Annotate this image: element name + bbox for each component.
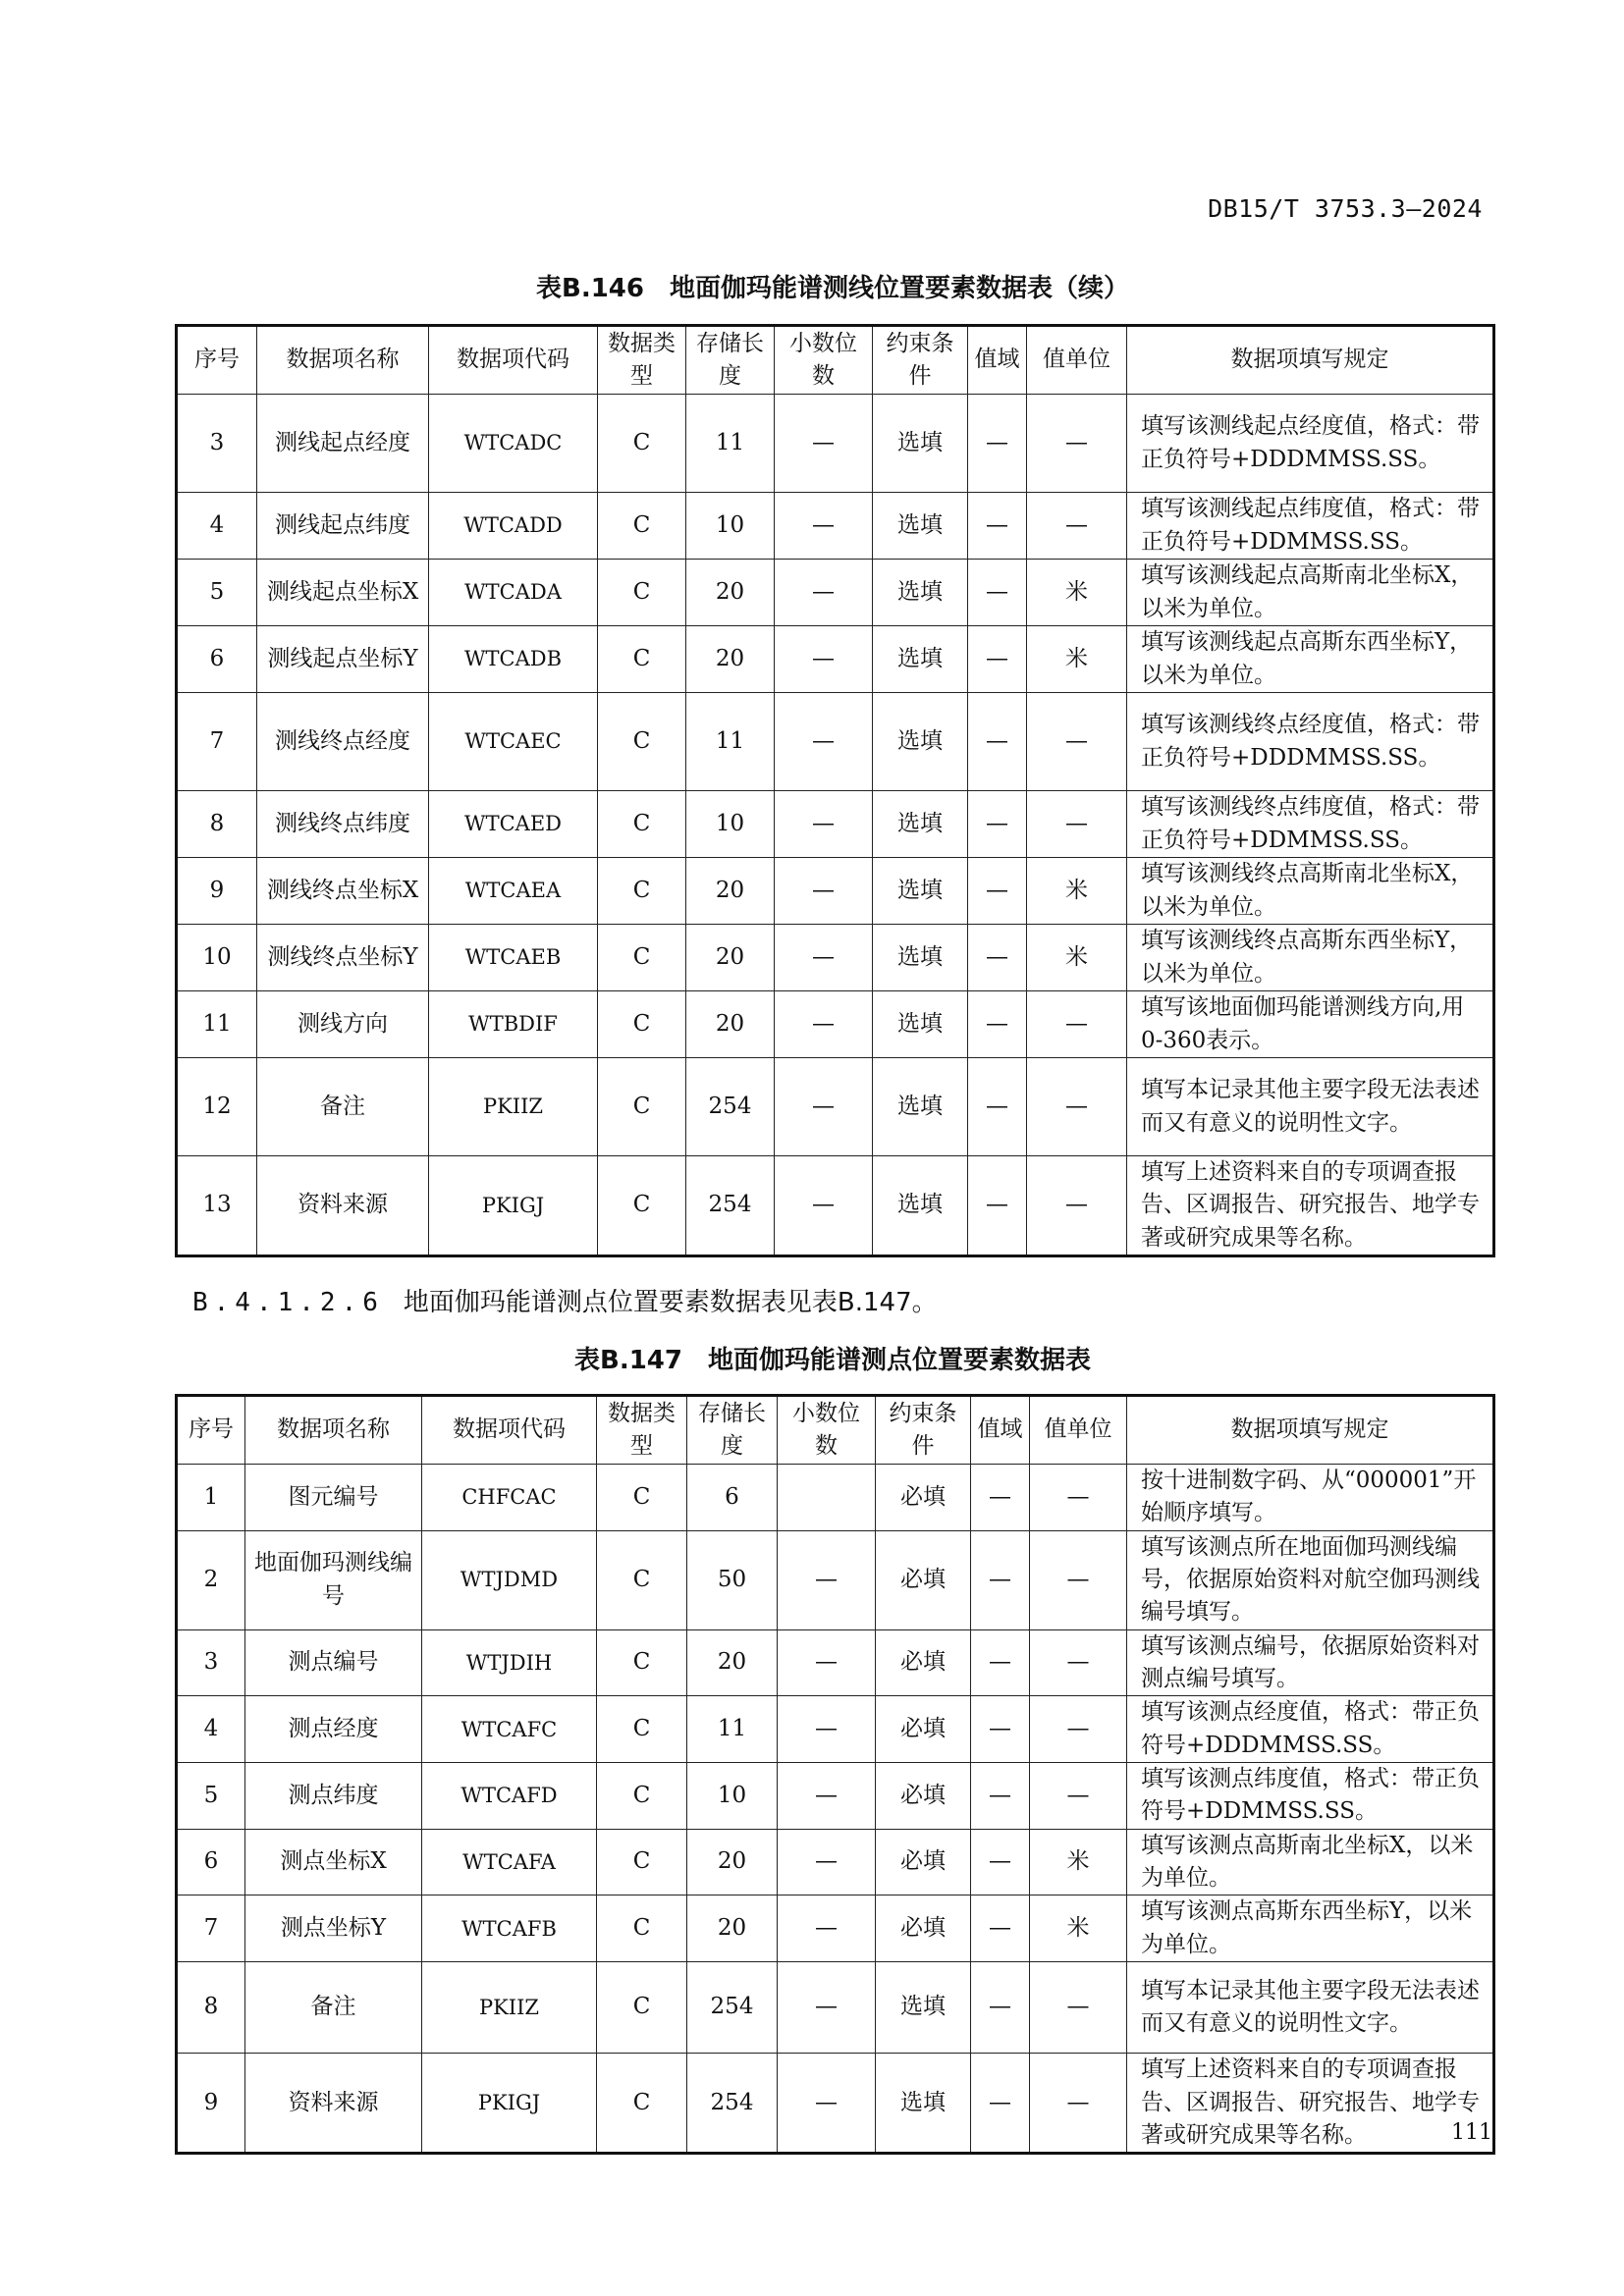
col-header: 数据项填写规定 <box>1127 326 1494 395</box>
cell-constraint: 必填 <box>876 1530 971 1629</box>
table-row <box>177 1156 1494 1256</box>
cell-item-code: WTCAFB <box>422 1896 597 1962</box>
cell-rule: 填写该测线起点高斯南北坐标X，以米为单位。 <box>1127 560 1494 626</box>
cell-decimals: — <box>775 493 873 560</box>
col-header: 数据项代码 <box>429 326 598 395</box>
cell-data-type: C <box>598 560 686 626</box>
cell-domain: — <box>968 791 1027 858</box>
cell-decimals: — <box>778 1763 876 1830</box>
cell-rule: 填写上述资料来自的专项调查报告、区调报告、研究报告、地学专著或研究成果等名称。 <box>1127 1156 1494 1256</box>
cell-domain: — <box>968 560 1027 626</box>
col-header: 值域 <box>968 326 1027 395</box>
col-header: 值单位 <box>1027 326 1127 395</box>
cell-length: 254 <box>686 1156 775 1256</box>
cell-length: 20 <box>687 1896 778 1962</box>
cell-item-name: 测线起点纬度 <box>257 493 429 560</box>
table-row <box>177 493 1494 560</box>
cell-rule: 填写该测点编号，依据原始资料对测点编号填写。 <box>1127 1629 1494 1696</box>
table-row <box>177 925 1494 991</box>
cell-seq: 4 <box>177 1696 245 1763</box>
cell-domain: — <box>971 2054 1030 2154</box>
table-146 <box>175 324 1495 1257</box>
cell-rule: 填写该测线起点高斯东西坐标Y，以米为单位。 <box>1127 626 1494 693</box>
cell-item-code: WTCAED <box>429 791 598 858</box>
cell-decimals <box>778 1465 876 1531</box>
cell-decimals: — <box>778 1530 876 1629</box>
cell-domain: — <box>968 693 1027 791</box>
cell-item-code: WTCAEB <box>429 925 598 991</box>
cell-decimals: — <box>775 991 873 1058</box>
cell-constraint: 必填 <box>876 1829 971 1896</box>
col-header: 值域 <box>971 1396 1030 1465</box>
col-header: 约束条件 <box>876 1396 971 1465</box>
cell-decimals: — <box>775 1058 873 1156</box>
col-header: 数据项名称 <box>257 326 429 395</box>
cell-item-code: WTJDMD <box>422 1530 597 1629</box>
cell-rule: 填写本记录其他主要字段无法表述而又有意义的说明性文字。 <box>1127 1058 1494 1156</box>
cell-decimals: — <box>775 925 873 991</box>
cell-item-name: 测线终点经度 <box>257 693 429 791</box>
cell-constraint: 选填 <box>873 1156 968 1256</box>
cell-data-type: C <box>598 693 686 791</box>
cell-seq: 5 <box>177 560 257 626</box>
col-header: 数据类型 <box>597 1396 687 1465</box>
cell-domain: — <box>968 858 1027 925</box>
cell-data-type: C <box>598 1156 686 1256</box>
cell-rule: 填写该测线终点高斯南北坐标X，以米为单位。 <box>1127 858 1494 925</box>
cell-data-type: C <box>598 493 686 560</box>
cell-rule: 填写该测线终点经度值，格式：带正负符号+DDDMMSS.SS。 <box>1127 693 1494 791</box>
cell-length: 254 <box>687 1962 778 2054</box>
cell-length: 6 <box>687 1465 778 1531</box>
cell-seq: 12 <box>177 1058 257 1156</box>
cell-unit: — <box>1030 1530 1127 1629</box>
cell-data-type: C <box>597 1465 687 1531</box>
cell-data-type: C <box>598 791 686 858</box>
cell-constraint: 必填 <box>876 1465 971 1531</box>
cell-domain: — <box>971 1465 1030 1531</box>
cell-item-name: 备注 <box>245 1962 422 2054</box>
cell-unit: — <box>1030 1962 1127 2054</box>
table-row <box>177 1058 1494 1156</box>
cell-decimals: — <box>778 1829 876 1896</box>
table-row <box>177 560 1494 626</box>
cell-rule: 填写该测线终点纬度值，格式：带正负符号+DDMMSS.SS。 <box>1127 791 1494 858</box>
cell-item-name: 测线终点纬度 <box>257 791 429 858</box>
cell-domain: — <box>968 991 1027 1058</box>
col-header: 存储长度 <box>686 326 775 395</box>
col-header: 数据项填写规定 <box>1127 1396 1494 1465</box>
col-header: 数据项名称 <box>245 1396 422 1465</box>
cell-item-name: 测点编号 <box>245 1629 422 1696</box>
cell-seq: 6 <box>177 626 257 693</box>
cell-item-code: WTCAFA <box>422 1829 597 1896</box>
cell-data-type: C <box>597 1629 687 1696</box>
table-147 <box>175 1394 1495 2155</box>
cell-seq: 7 <box>177 693 257 791</box>
col-header: 小数位数 <box>778 1396 876 1465</box>
cell-seq: 3 <box>177 1629 245 1696</box>
cell-unit: 米 <box>1027 858 1127 925</box>
cell-length: 10 <box>687 1763 778 1830</box>
cell-rule: 填写本记录其他主要字段无法表述而又有意义的说明性文字。 <box>1127 1962 1494 2054</box>
clause-number: B.4.1.2.6 <box>192 1288 384 1317</box>
cell-constraint: 选填 <box>873 925 968 991</box>
cell-data-type: C <box>597 1896 687 1962</box>
col-header: 序号 <box>177 1396 245 1465</box>
cell-length: 20 <box>686 858 775 925</box>
cell-length: 20 <box>686 991 775 1058</box>
cell-item-code: WTBDIF <box>429 991 598 1058</box>
cell-constraint: 选填 <box>873 991 968 1058</box>
col-header: 小数位数 <box>775 326 873 395</box>
cell-constraint: 选填 <box>873 791 968 858</box>
cell-domain: — <box>971 1962 1030 2054</box>
cell-unit: — <box>1030 1696 1127 1763</box>
table-row <box>177 1530 1494 1629</box>
table-row <box>177 693 1494 791</box>
col-header: 序号 <box>177 326 257 395</box>
table-row <box>177 1962 1494 2054</box>
cell-seq: 7 <box>177 1896 245 1962</box>
cell-item-code: PKIIZ <box>429 1058 598 1156</box>
cell-unit: — <box>1027 791 1127 858</box>
cell-item-code: PKIGJ <box>429 1156 598 1256</box>
cell-decimals: — <box>775 560 873 626</box>
table-147-header-row <box>177 1396 1494 1465</box>
cell-item-name: 测线终点坐标X <box>257 858 429 925</box>
cell-decimals: — <box>775 626 873 693</box>
cell-length: 50 <box>687 1530 778 1629</box>
cell-domain: — <box>971 1530 1030 1629</box>
cell-seq: 2 <box>177 1530 245 1629</box>
cell-constraint: 选填 <box>873 858 968 925</box>
table-row <box>177 2054 1494 2154</box>
cell-data-type: C <box>598 991 686 1058</box>
cell-rule: 填写该测点纬度值，格式：带正负符号+DDMMSS.SS。 <box>1127 1763 1494 1830</box>
cell-rule: 填写该测线起点经度值，格式：带正负符号+DDDMMSS.SS。 <box>1127 395 1494 493</box>
cell-seq: 5 <box>177 1763 245 1830</box>
cell-item-code: PKIGJ <box>422 2054 597 2154</box>
cell-constraint: 选填 <box>873 560 968 626</box>
cell-item-code: WTCADB <box>429 626 598 693</box>
cell-rule: 填写该测点高斯东西坐标Y，以米为单位。 <box>1127 1896 1494 1962</box>
cell-seq: 3 <box>177 395 257 493</box>
cell-seq: 6 <box>177 1829 245 1896</box>
cell-length: 10 <box>686 791 775 858</box>
cell-item-code: WTCAEC <box>429 693 598 791</box>
cell-unit: — <box>1027 493 1127 560</box>
col-header: 数据项代码 <box>422 1396 597 1465</box>
cell-domain: — <box>968 395 1027 493</box>
cell-length: 20 <box>686 925 775 991</box>
cell-data-type: C <box>597 1530 687 1629</box>
cell-length: 254 <box>687 2054 778 2154</box>
cell-data-type: C <box>598 1058 686 1156</box>
cell-length: 20 <box>686 626 775 693</box>
col-header: 约束条件 <box>873 326 968 395</box>
cell-constraint: 必填 <box>876 1629 971 1696</box>
cell-decimals: — <box>778 1696 876 1763</box>
cell-domain: — <box>968 493 1027 560</box>
cell-length: 20 <box>687 1829 778 1896</box>
cell-unit: 米 <box>1030 1829 1127 1896</box>
clause-text: 地面伽玛能谱测点位置要素数据表见表B.147。 <box>403 1288 938 1317</box>
cell-decimals: — <box>775 791 873 858</box>
cell-item-name: 测线方向 <box>257 991 429 1058</box>
cell-rule: 填写该测线终点高斯东西坐标Y，以米为单位。 <box>1127 925 1494 991</box>
cell-item-code: WTCADA <box>429 560 598 626</box>
cell-unit: 米 <box>1027 560 1127 626</box>
cell-unit: — <box>1030 1763 1127 1830</box>
cell-unit: — <box>1027 395 1127 493</box>
cell-seq: 1 <box>177 1465 245 1531</box>
cell-domain: — <box>971 1896 1030 1962</box>
cell-unit: 米 <box>1027 626 1127 693</box>
cell-data-type: C <box>597 1763 687 1830</box>
cell-domain: — <box>971 1629 1030 1696</box>
cell-seq: 8 <box>177 1962 245 2054</box>
cell-constraint: 选填 <box>876 1962 971 2054</box>
cell-seq: 4 <box>177 493 257 560</box>
cell-constraint: 选填 <box>873 626 968 693</box>
cell-decimals: — <box>775 693 873 791</box>
cell-data-type: C <box>598 395 686 493</box>
cell-item-name: 备注 <box>257 1058 429 1156</box>
cell-item-name: 资料来源 <box>245 2054 422 2154</box>
cell-decimals: — <box>778 2054 876 2154</box>
cell-unit: 米 <box>1027 925 1127 991</box>
table-row <box>177 1629 1494 1696</box>
cell-rule: 填写该测线起点纬度值，格式：带正负符号+DDMMSS.SS。 <box>1127 493 1494 560</box>
cell-constraint: 必填 <box>876 1896 971 1962</box>
cell-domain: — <box>971 1696 1030 1763</box>
table-row <box>177 1696 1494 1763</box>
cell-unit: — <box>1027 991 1127 1058</box>
cell-rule: 填写该地面伽玛能谱测线方向,用0-360表示。 <box>1127 991 1494 1058</box>
cell-item-name: 测点坐标X <box>245 1829 422 1896</box>
table-146-header-row <box>177 326 1494 395</box>
cell-constraint: 必填 <box>876 1696 971 1763</box>
cell-rule: 填写该测点高斯南北坐标X，以米为单位。 <box>1127 1829 1494 1896</box>
cell-constraint: 选填 <box>873 1058 968 1156</box>
table-147-caption: 表B.147 地面伽玛能谱测点位置要素数据表 <box>574 1346 1091 1375</box>
table-row <box>177 395 1494 493</box>
cell-item-name: 测线起点经度 <box>257 395 429 493</box>
cell-unit: — <box>1027 1058 1127 1156</box>
cell-constraint: 选填 <box>873 493 968 560</box>
cell-seq: 10 <box>177 925 257 991</box>
cell-item-code: PKIIZ <box>422 1962 597 2054</box>
cell-domain: — <box>971 1763 1030 1830</box>
cell-unit: — <box>1030 1465 1127 1531</box>
cell-item-name: 地面伽玛测线编号 <box>245 1530 422 1629</box>
cell-unit: 米 <box>1030 1896 1127 1962</box>
cell-length: 10 <box>686 493 775 560</box>
clause-b-4-1-2-6 <box>192 1282 938 1318</box>
cell-unit: — <box>1030 2054 1127 2154</box>
table-row <box>177 1465 1494 1531</box>
cell-domain: — <box>968 1058 1027 1156</box>
cell-unit: — <box>1030 1629 1127 1696</box>
table-row <box>177 626 1494 693</box>
cell-constraint: 必填 <box>876 1763 971 1830</box>
cell-decimals: — <box>778 1962 876 2054</box>
cell-domain: — <box>971 1829 1030 1896</box>
cell-decimals: — <box>775 395 873 493</box>
cell-data-type: C <box>598 925 686 991</box>
cell-seq: 11 <box>177 991 257 1058</box>
cell-unit: — <box>1027 1156 1127 1256</box>
table-146-caption: 表B.146 地面伽玛能谱测线位置要素数据表（续） <box>536 274 1129 303</box>
table-row <box>177 791 1494 858</box>
cell-unit: — <box>1027 693 1127 791</box>
cell-length: 20 <box>686 560 775 626</box>
cell-rule: 填写该测点所在地面伽玛测线编号，依据原始资料对航空伽玛测线编号填写。 <box>1127 1530 1494 1629</box>
cell-domain: — <box>968 626 1027 693</box>
cell-constraint: 选填 <box>876 2054 971 2154</box>
col-header: 数据类型 <box>598 326 686 395</box>
cell-data-type: C <box>597 1962 687 2054</box>
cell-length: 11 <box>687 1696 778 1763</box>
cell-constraint: 选填 <box>873 693 968 791</box>
cell-item-name: 资料来源 <box>257 1156 429 1256</box>
cell-length: 254 <box>686 1058 775 1156</box>
cell-item-name: 测线起点坐标X <box>257 560 429 626</box>
page-number: 111 <box>1451 2120 1492 2145</box>
cell-data-type: C <box>597 1829 687 1896</box>
cell-item-name: 测点经度 <box>245 1696 422 1763</box>
cell-domain: — <box>968 1156 1027 1256</box>
cell-seq: 9 <box>177 2054 245 2154</box>
cell-decimals: — <box>775 858 873 925</box>
cell-item-name: 测线终点坐标Y <box>257 925 429 991</box>
cell-item-code: WTCAEA <box>429 858 598 925</box>
cell-decimals: — <box>778 1629 876 1696</box>
cell-data-type: C <box>598 858 686 925</box>
cell-data-type: C <box>597 2054 687 2154</box>
table-row <box>177 1763 1494 1830</box>
cell-item-name: 测点坐标Y <box>245 1896 422 1962</box>
col-header: 值单位 <box>1030 1396 1127 1465</box>
cell-rule: 填写该测点经度值，格式：带正负符号+DDDMMSS.SS。 <box>1127 1696 1494 1763</box>
cell-item-name: 测线起点坐标Y <box>257 626 429 693</box>
cell-item-code: WTCADD <box>429 493 598 560</box>
cell-rule: 按十进制数字码、从“000001”开始顺序填写。 <box>1127 1465 1494 1531</box>
cell-seq: 8 <box>177 791 257 858</box>
table-row <box>177 858 1494 925</box>
cell-data-type: C <box>597 1696 687 1763</box>
cell-constraint: 选填 <box>873 395 968 493</box>
cell-seq: 9 <box>177 858 257 925</box>
col-header: 存储长度 <box>687 1396 778 1465</box>
cell-data-type: C <box>598 626 686 693</box>
cell-decimals: — <box>775 1156 873 1256</box>
table-row <box>177 991 1494 1058</box>
cell-item-name: 测点纬度 <box>245 1763 422 1830</box>
standard-code-header: DB15/T 3753.3—2024 <box>1208 194 1483 223</box>
cell-length: 11 <box>686 395 775 493</box>
cell-item-code: WTCAFD <box>422 1763 597 1830</box>
cell-item-code: CHFCAC <box>422 1465 597 1531</box>
cell-item-name: 图元编号 <box>245 1465 422 1531</box>
table-row <box>177 1896 1494 1962</box>
cell-item-code: WTCAFC <box>422 1696 597 1763</box>
cell-domain: — <box>968 925 1027 991</box>
table-row <box>177 1829 1494 1896</box>
cell-rule: 填写上述资料来自的专项调查报告、区调报告、研究报告、地学专著或研究成果等名称。 <box>1127 2054 1494 2154</box>
cell-length: 11 <box>686 693 775 791</box>
cell-item-code: WTJDIH <box>422 1629 597 1696</box>
cell-length: 20 <box>687 1629 778 1696</box>
cell-item-code: WTCADC <box>429 395 598 493</box>
cell-seq: 13 <box>177 1156 257 1256</box>
cell-decimals: — <box>778 1896 876 1962</box>
